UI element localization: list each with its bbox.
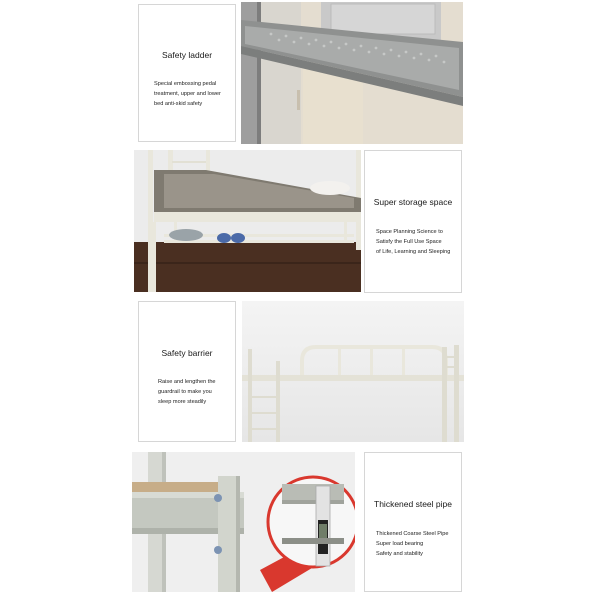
ladder-photo: [241, 2, 463, 144]
desc-line: Safety and stability: [376, 551, 423, 557]
desc-line: bed anti-skid safety: [154, 101, 203, 107]
feature-card-steel-pipe: [364, 452, 462, 592]
feature-card-storage: [364, 150, 462, 293]
feature-card-safety-barrier: [138, 301, 236, 442]
storage-photo: [134, 150, 361, 292]
desc-line: Super load bearing: [376, 541, 424, 547]
feature-description: [376, 227, 450, 257]
desc-line: sleep more steadily: [158, 399, 207, 405]
feature-description: [158, 377, 216, 407]
feature-title: Thickened steel pipe: [374, 499, 452, 509]
desc-line: Satisfy the Full Use Space: [376, 239, 442, 245]
feature-description: [376, 529, 448, 559]
feature-card-safety-ladder: [138, 4, 236, 142]
desc-line: treatment, upper and lower: [154, 91, 221, 97]
barrier-photo: [242, 301, 464, 442]
feature-title: Super storage space: [373, 197, 453, 207]
desc-line: Special embossing pedal: [154, 81, 217, 87]
steel-pipe-photo: [132, 452, 355, 592]
desc-line: Space Planning Science to: [376, 229, 443, 235]
feature-title: Safety ladder: [161, 50, 213, 60]
feature-description: [154, 79, 221, 109]
desc-line: Thickened Coarse Steel Pipe: [376, 531, 449, 537]
desc-line: of Life, Learning and Sleeping: [376, 249, 451, 255]
desc-line: Raise and lengthen the: [158, 379, 216, 385]
feature-title: Safety barrier: [161, 348, 213, 358]
desc-line: guardrail to make you: [158, 389, 212, 395]
